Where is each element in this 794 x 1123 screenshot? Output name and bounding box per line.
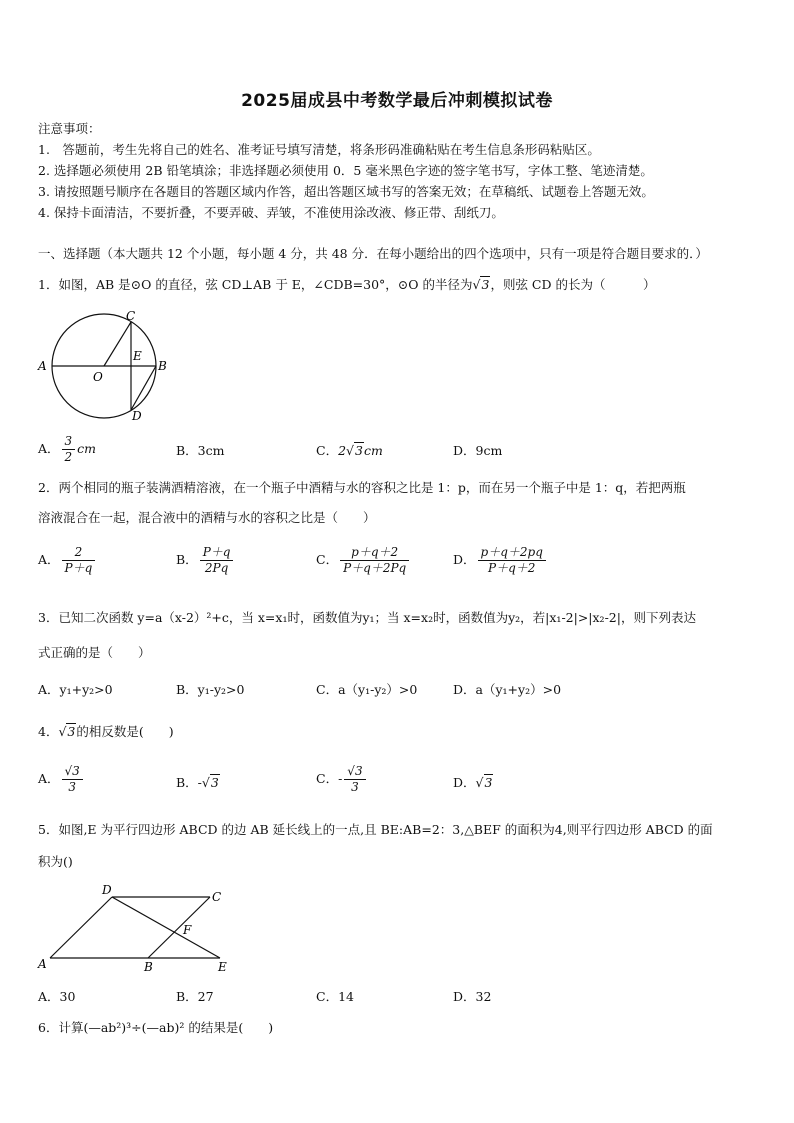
q1-option-d[interactable]: D．9cm bbox=[453, 443, 503, 458]
segment-db bbox=[131, 366, 156, 410]
sqrt-3-radical: √3 bbox=[472, 277, 490, 292]
q3-option-b[interactable]: B．y₁-y₂>0 bbox=[176, 682, 245, 697]
q2-option-c[interactable]: C． $\frac{p+q+2}{P+q+2Pq}$ bbox=[316, 545, 411, 576]
q3-option-c[interactable]: C．a（y₁-y₂）>0 bbox=[316, 682, 418, 697]
sqrt-3-radical: √3 bbox=[201, 775, 219, 790]
label-c: C bbox=[126, 309, 136, 323]
question-1-stem-b: ，则弦 CD 的长为（ ） bbox=[490, 277, 656, 292]
question-5-line-2: 积为() bbox=[38, 854, 73, 869]
question-5-parallelogram-figure bbox=[34, 880, 244, 976]
segment-de bbox=[112, 897, 220, 958]
label-a: A bbox=[38, 957, 47, 971]
sqrt-3-radical: √3 bbox=[475, 775, 493, 790]
q2-option-d[interactable]: D． $\frac{p+q+2pq}{P+q+2}$ bbox=[453, 545, 548, 576]
q5-option-b[interactable]: B．27 bbox=[176, 989, 214, 1004]
question-1-stem bbox=[38, 277, 655, 293]
q5-option-d[interactable]: D．32 bbox=[453, 989, 492, 1004]
section-heading-choice: 一、选择题（本大题共 12 个小题，每小题 4 分，共 48 分．在每小题给出的四个选项中，只有一项是符合题目要求的．） bbox=[38, 246, 708, 261]
q1-option-c[interactable]: C．2√3cm bbox=[316, 443, 383, 458]
notice-item-1: 1. 答题前，考生先将自己的姓名、准考证号填写清楚，将条形码准确粘贴在考生信息条形码粘贴区。 bbox=[38, 142, 600, 157]
question-5-line-1: 5．如图,E 为平行四边形 ABCD 的边 AB 延长线上的一点,且 BE:AB=2：3,△BEF 的面积为4,则平行四边形 ABCD 的面 bbox=[38, 822, 713, 837]
notice-item-2: 2. 选择题必须使用 2B 铅笔填涂；非选择题必须使用 0．5 毫米黑色字迹的签字笔书写，字体工整、笔迹清楚。 bbox=[38, 163, 653, 178]
q2-option-a[interactable]: A． $\frac{2}{P+q}$ bbox=[38, 545, 97, 576]
sqrt-3-radical: √3 bbox=[58, 724, 76, 739]
q1-option-b[interactable]: B．3cm bbox=[176, 443, 225, 458]
notice-item-3: 3. 请按照题号顺序在各题目的答题区域内作答，超出答题区域书写的答案无效；在草稿纸、试题卷上答题无效。 bbox=[38, 184, 654, 199]
fraction: $\frac{√3}{3}$ bbox=[62, 764, 83, 795]
fraction: $\frac{2}{P+q}$ bbox=[62, 545, 96, 576]
question-6-stem: 6．计算(—ab²)³÷(—ab)² 的结果是( ) bbox=[38, 1020, 274, 1035]
notice-item-4: 4. 保持卡面清洁，不要折叠，不要弄破、弄皱，不准使用涂改液、修正带、刮纸刀。 bbox=[38, 205, 504, 220]
label-e: E bbox=[133, 349, 142, 363]
q4-option-b[interactable]: B．-√3 bbox=[176, 775, 219, 790]
q3-option-a[interactable]: A．y₁+y₂>0 bbox=[38, 682, 113, 697]
q3-option-d[interactable]: D．a（y₁+y₂）>0 bbox=[453, 682, 562, 697]
label-d: D bbox=[102, 883, 112, 897]
question-1-circle-figure bbox=[34, 306, 174, 426]
label-f: F bbox=[183, 923, 192, 937]
fraction: $\frac{p+q+2pq}{P+q+2}$ bbox=[478, 545, 546, 576]
label-a: A bbox=[38, 359, 47, 373]
fraction: $\frac{3}{2}$ bbox=[62, 434, 76, 465]
question-1-stem-a: 1．如图，AB 是⊙O 的直径，弦 CD⊥AB 于 E，∠CDB=30°，⊙O 的半径为 bbox=[38, 277, 473, 292]
q5-option-a[interactable]: A．30 bbox=[38, 989, 76, 1004]
sqrt-3-radical: √3 bbox=[346, 443, 363, 458]
label-d: D bbox=[132, 409, 142, 423]
q1-option-a[interactable]: A． $\frac{3}{2}$ cm bbox=[38, 434, 97, 464]
segment-oc bbox=[104, 322, 131, 366]
question-3-line-1: 3．已知二次函数 y=a（x-2）²+c，当 x=x₁时，函数值为y₁；当 x=x₂时，函数值为y₂，若|x₁-2|>|x₂-2|，则下列表达 bbox=[38, 610, 696, 625]
question-3-line-2: 式正确的是（ ） bbox=[38, 645, 151, 660]
label-b: B bbox=[144, 960, 153, 974]
label-c: C bbox=[212, 890, 222, 904]
q4-option-c[interactable]: C．- $\frac{√3}{3}$ bbox=[316, 764, 368, 795]
side-cb bbox=[148, 897, 210, 958]
question-2-line-2: 溶液混合在一起，混合液中的酒精与水的容积之比是（ ） bbox=[38, 510, 376, 525]
label-b: B bbox=[158, 359, 167, 373]
fraction: $\frac{P+q}{2Pq}$ bbox=[200, 545, 234, 576]
label-e: E bbox=[218, 960, 227, 974]
question-4-stem: 4．√3的相反数是( ) bbox=[38, 724, 174, 739]
q5-option-c[interactable]: C．14 bbox=[316, 989, 354, 1004]
question-2-line-1: 2．两个相同的瓶子装满酒精溶液，在一个瓶子中酒精与水的容积之比是 1：p，而在另一个瓶子中是 1：q，若把两瓶 bbox=[38, 480, 686, 495]
notice-heading: 注意事项： bbox=[38, 121, 101, 136]
q4-option-a[interactable]: A． $\frac{√3}{3}$ bbox=[38, 764, 85, 795]
fraction: $\frac{√3}{3}$ bbox=[344, 764, 365, 795]
side-ad bbox=[50, 897, 112, 958]
q2-option-b[interactable]: B． $\frac{P+q}{2Pq}$ bbox=[176, 545, 235, 576]
fraction: $\frac{p+q+2}{P+q+2Pq}$ bbox=[340, 545, 409, 576]
label-o: O bbox=[93, 370, 103, 384]
page-title: 2025届成县中考数学最后冲刺模拟试卷 bbox=[241, 91, 553, 111]
q4-option-d[interactable]: D．√3 bbox=[453, 775, 493, 790]
